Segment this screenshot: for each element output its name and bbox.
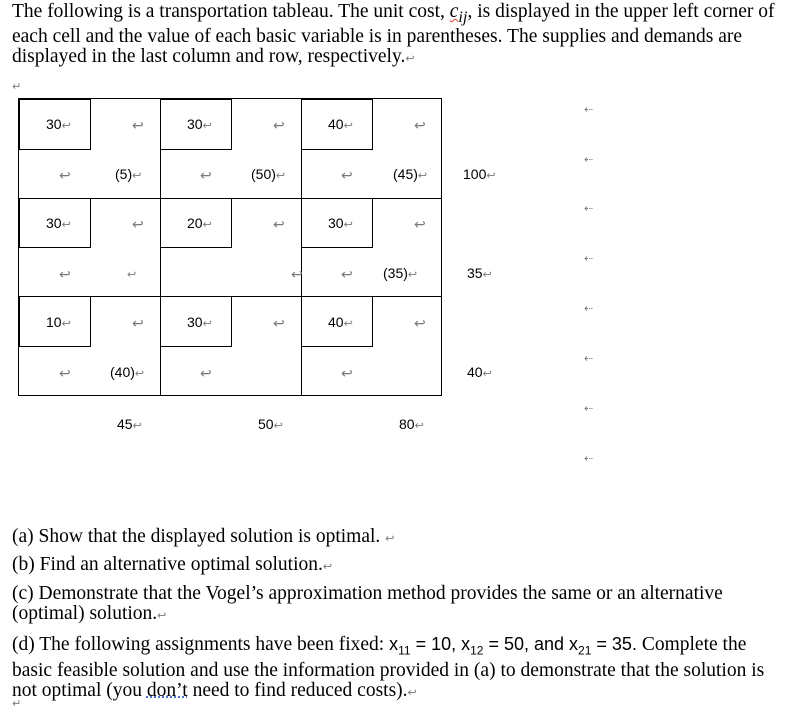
intro-text-part1: The following is a transportation tableau. The unit cost, — [12, 1, 450, 22]
cell-end-mark: ↩ — [200, 167, 212, 183]
row-end-mark: ⇠ — [584, 153, 594, 166]
demand-col1: 45↩ — [117, 416, 142, 432]
question-b: (b) Find an alternative optimal solution.↩ — [12, 554, 333, 575]
transportation-tableau — [18, 98, 442, 396]
cell-end-mark: ↩ — [59, 266, 71, 282]
row-end-mark: ⇠ — [584, 103, 594, 116]
basic-var-r3c1: (40)↩ — [110, 364, 145, 380]
cost-r3c2: 30↩ — [187, 314, 212, 330]
cell-end-mark: ↩ — [132, 216, 144, 232]
question-d: (d) The following assignments have been fixed: $x_{11} = 10$, $x_{12} = 50$, and $x_{21} = 35$. Complete the basic feasible solution and use the information provided in (a) to demonstrate that the solution is not optimal (you don’t need to find reduced costs).↩ — [12, 634, 765, 701]
cost-r1c3: 40↩ — [328, 116, 353, 132]
row-end-mark: ⇠ — [584, 302, 594, 315]
cell-end-mark: ↩ — [291, 266, 303, 282]
cell-end-mark: ↩ — [273, 216, 285, 232]
cost-r2c1: 30↩ — [46, 215, 71, 231]
cell-end-mark: ↩ — [341, 266, 353, 282]
demand-col3: 80↩ — [399, 416, 424, 432]
cost-symbol: $c_{ij}$ — [449, 1, 468, 26]
cost-r3c1: 10↩ — [46, 314, 71, 330]
paragraph-mark: ↩ — [405, 51, 415, 65]
row-end-mark: ⇠ — [584, 452, 594, 465]
cell-end-mark: ↩ — [414, 216, 426, 232]
basic-var-r1c2: (50)↩ — [251, 166, 286, 182]
question-c: (c) Demonstrate that the Vogel’s approximation method provides the same or an alternative (optimal) solution.↩ — [12, 583, 723, 624]
cost-r2c3: 30↩ — [328, 215, 353, 231]
supply-row3: 40↩ — [467, 364, 492, 380]
cost-r1c2: 30↩ — [187, 116, 212, 132]
supply-row1: 100↩ — [463, 166, 496, 182]
basic-var-r2c3: (35)↩ — [383, 265, 418, 281]
cost-r1c1: 30↩ — [46, 116, 71, 132]
row-end-mark: ⇠ — [584, 202, 594, 215]
row-end-mark: ⇠ — [584, 352, 594, 365]
dont-word: don’t — [146, 679, 188, 701]
demand-col2: 50↩ — [258, 416, 283, 432]
intro-text-part2: , is displayed in the upper left corner of each cell and the value of each basic variable is in parentheses. The supplies and demands are displayed in the last column and row, respectively. — [12, 1, 775, 67]
cell-end-mark: ↩ — [200, 365, 212, 381]
cost-r3c3: 40↩ — [328, 314, 353, 330]
cell-end-mark: ↩ — [273, 117, 285, 133]
basic-var-r1c1: (5)↩ — [115, 166, 142, 182]
basic-var-r1c3: (45)↩ — [393, 166, 428, 182]
paragraph-mark: ↵ — [12, 80, 22, 93]
cell-end-mark: ↩ — [341, 365, 353, 381]
cell-end-mark: ↩ — [414, 117, 426, 133]
cell-end-mark: ↩ — [132, 315, 144, 331]
intro-paragraph — [12, 2, 782, 69]
question-a: (a) Show that the displayed solution is optimal. ↩ — [12, 526, 395, 547]
cell-end-mark: ↩ — [127, 268, 137, 281]
supply-row2: 35↩ — [467, 265, 492, 281]
cell-end-mark: ↩ — [59, 167, 71, 183]
row-end-mark: ⇠ — [584, 402, 594, 415]
cell-end-mark: ↩ — [59, 365, 71, 381]
cell-end-mark: ↩ — [414, 315, 426, 331]
cell-end-mark: ↩ — [132, 117, 144, 133]
cell-end-mark: ↩ — [273, 315, 285, 331]
paragraph-mark: ↵ — [12, 697, 22, 710]
cost-r2c2: 20↩ — [187, 215, 212, 231]
cell-end-mark: ↩ — [341, 167, 353, 183]
row-end-mark: ⇠ — [584, 252, 594, 265]
